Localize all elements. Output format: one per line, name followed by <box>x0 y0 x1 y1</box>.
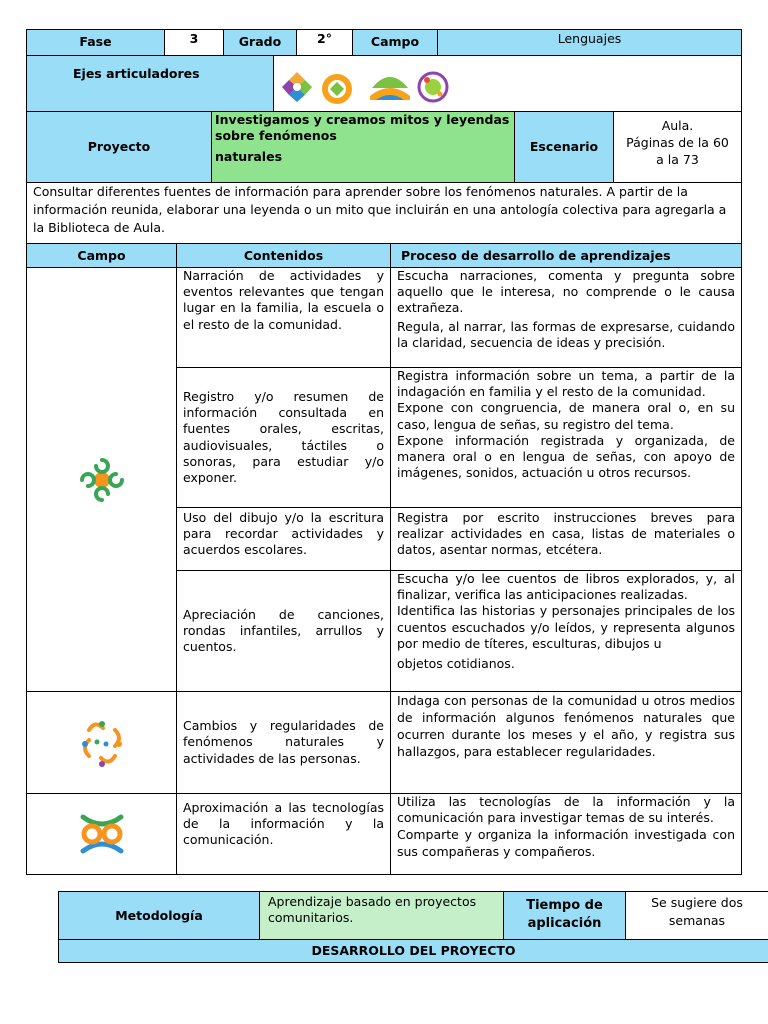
saberes-icon <box>75 716 129 770</box>
metodologia-label-cell: Metodología <box>58 891 260 940</box>
contenido-cell-3: Uso del dibujo y/o la escritura para recordar actividades y acuerdos escolares. <box>176 507 391 571</box>
contenido-cell-4: Apreciación de canciones, rondas infantiles, arrullos y cuentos. <box>176 570 391 692</box>
contenido-cell-6: Aproximación a las tecnologías de la información y la comunicación. <box>176 793 391 875</box>
lenguajes-icon <box>76 454 128 506</box>
campo-value: Lenguajes <box>557 31 622 46</box>
escenario-label-cell <box>514 111 614 183</box>
description-cell <box>26 182 742 244</box>
fase-label: Fase <box>79 34 112 49</box>
contenido-cell-5: Cambios y regularidades de fenómenos naturales y actividades de las personas. <box>176 691 391 794</box>
etica-icon <box>77 809 127 859</box>
grado-label-cell <box>223 29 297 56</box>
proyecto-label: Proyecto <box>87 139 151 154</box>
grado-value: 2° <box>317 31 332 46</box>
ejes-label-cell <box>26 55 274 112</box>
grado-label: Grado <box>238 34 282 49</box>
tiempo-label-cell: Tiempo de aplicación <box>503 891 626 940</box>
escenario-label: Escenario <box>529 139 599 154</box>
ejes-label: Ejes articuladores <box>73 66 200 81</box>
ejes-icons-cell <box>273 55 742 112</box>
proceso-cell-1: Escucha narraciones, comenta y pregunta sobre aquello que le interesa, no comprende o le causa extrañeza. Regula, al narrar, las formas de expresarse, cuidando la claridad, secuencia de ideas y precisión. <box>390 267 742 368</box>
escenario-line-1: Aula. <box>661 118 694 133</box>
fase-label-cell <box>26 29 165 56</box>
contenido-cell-2: Registro y/o resumen de información consultada en fuentes orales, escritas, audiovisuales, táctiles o sonoras, para estudiar y/o exponer. <box>176 367 391 508</box>
inclusion-icon <box>280 70 314 104</box>
desarrollo-header: DESARROLLO DEL PROYECTO <box>58 939 768 963</box>
proceso-cell-4: Escucha y/o lee cuentos de libros explorados, y, al finalizar, verifica las anticipaciones realizadas. Identifica las historias y personajes principales de los cuentos escuchados y/o leídos, y representa algunos por medio de títeres, esculturas, dibujos u objetos cotidianos. <box>390 570 742 692</box>
critical-thinking-icon <box>318 72 356 106</box>
proceso-cell-6: Utiliza las tecnologías de la información y la comunicación para investigar temas de su interés. Comparte y organiza la información investigada con sus compañeras y compañeros. <box>390 793 742 875</box>
interculturality-icon <box>368 70 412 104</box>
campo-cell-saberes <box>26 691 177 794</box>
proyecto-title-line-2: naturales <box>215 149 283 164</box>
proyecto-label-cell <box>26 111 212 183</box>
art-icon <box>416 70 450 104</box>
campo-value-cell <box>437 29 742 56</box>
fase-value: 3 <box>189 31 199 46</box>
description-text: Consultar diferentes fuentes de información para aprender sobre los fenómenos naturales. A partir de la información reunida, elaborar una leyenda o un mito que incluirán en una antología colectiva para agregarla a la Biblioteca de Aula. <box>33 184 727 235</box>
th-contenidos: Contenidos <box>176 243 391 268</box>
grado-value-cell <box>296 29 353 56</box>
proceso-cell-5: Indaga con personas de la comunidad u otros medios de información algunos fenómenos naturales que ocurren durante los meses y el año, y registra sus hallazgos, para establecer regularidades. <box>390 691 742 794</box>
th-proceso: Proceso de desarrollo de aprendizajes <box>390 243 742 268</box>
escenario-line-3: a la 73 <box>656 152 699 167</box>
campo-cell-etica <box>26 793 177 875</box>
proceso-cell-2: Registra información sobre un tema, a partir de la indagación en familia y el resto de la comunidad. Expone con congruencia, de manera oral o, en su caso, lengua de señas, su registro del tema. Expone información registrada y organizada, de manera oral o en lengua de señas, con apoyo de imágenes, sonidos, actuación u otros recursos. <box>390 367 742 508</box>
fase-value-cell <box>164 29 224 56</box>
campo-label-cell <box>352 29 438 56</box>
campo-cell-lenguajes <box>26 267 177 692</box>
proyecto-title-cell <box>211 111 515 183</box>
escenario-value-cell <box>613 111 742 183</box>
campo-label: Campo <box>370 34 420 49</box>
contenido-cell-1: Narración de actividades y eventos relevantes que tengan lugar en la familia, la escuela o el resto de la comunidad. <box>176 267 391 368</box>
th-campo: Campo <box>26 243 177 268</box>
proceso-cell-3: Registra por escrito instrucciones breves para realizar actividades en casa, listas de materiales o datos, asentar normas, etcétera. <box>390 507 742 571</box>
metodologia-value-cell: Aprendizaje basado en proyectos comunitarios. <box>259 891 504 940</box>
tiempo-value-cell: Se sugiere dos semanas <box>625 891 768 940</box>
proyecto-title-line-1: Investigamos y creamos mitos y leyendas sobre fenómenos <box>215 112 510 143</box>
escenario-line-2: Páginas de la 60 <box>626 135 729 150</box>
